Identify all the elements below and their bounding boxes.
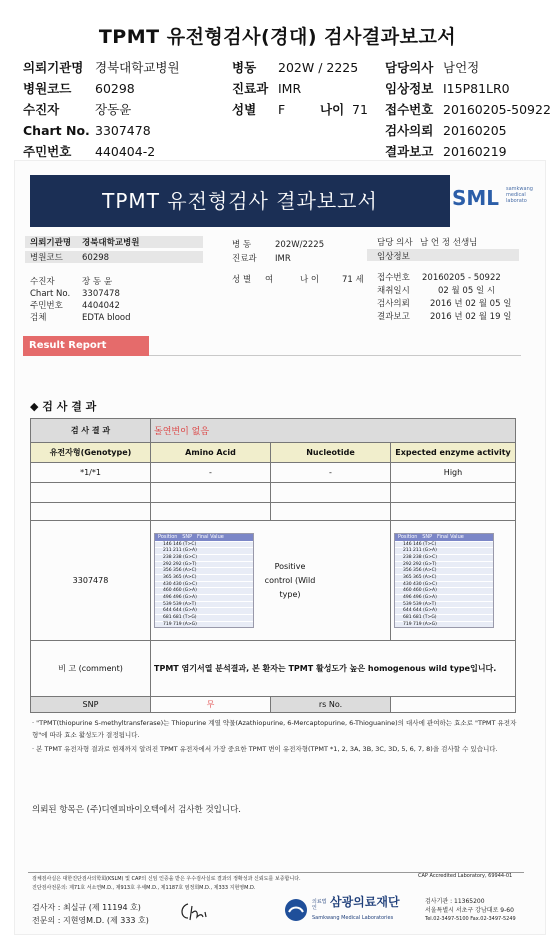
sex-label: 성 별 — [232, 275, 252, 285]
col-amino-acid: Amino Acid — [151, 443, 271, 463]
tester: 검사자 : 최실규 (제 11194 호) — [32, 903, 141, 912]
cell-amino-acid: - — [151, 463, 271, 483]
label: 수진자 — [23, 102, 60, 117]
col-enzyme: Expected enzyme activity — [391, 443, 516, 463]
age-value: 71 세 — [342, 275, 364, 285]
result-table — [30, 418, 516, 713]
info-label: Chart No. — [30, 289, 71, 299]
info-value: EDTA blood — [82, 313, 131, 323]
report-date-value: 2016 년 02 월 19 일 — [430, 312, 512, 322]
address-2: 서울특별시 서초구 강남대로 9-60 — [425, 907, 514, 914]
info-label: 검체 — [30, 313, 47, 323]
info-value: 60298 — [82, 253, 110, 263]
value: 남언정 — [443, 60, 480, 75]
draw-value: 02 월 05 일 시 — [438, 286, 496, 296]
value: I15P81LR0 — [443, 81, 510, 96]
meta-right — [385, 57, 551, 162]
control-snp-cell — [391, 521, 516, 641]
report-banner: TPMT 유전형검사 결과보고서 — [30, 175, 450, 227]
referral-note: 의뢰된 항목은 (주)디엔피바이오텍에서 검사한 것입니다. — [32, 805, 241, 815]
sml-logo: SML samkwang medical laborato — [452, 186, 533, 210]
address-3: Tel.02-3497-5100 Fax.02-3497-5249 — [425, 916, 516, 922]
info-value: 장 동 윤 — [82, 277, 113, 287]
value: 3307478 — [95, 123, 151, 138]
specialist: 전문의 : 지현영M.D. (제 333 호) — [32, 916, 149, 925]
receipt-value: 20160205 - 50922 — [422, 273, 501, 283]
sex-value: 여 — [265, 275, 274, 285]
table-row — [31, 483, 516, 503]
label: 의뢰기관명 — [23, 60, 84, 75]
comment-row — [31, 641, 516, 697]
label: 임상정보 — [385, 81, 434, 96]
result-label: 검 사 결 과 — [31, 419, 151, 443]
age-label: 나이 — [320, 102, 345, 117]
age-label: 나 이 — [300, 275, 320, 285]
info-label: 수진자 — [30, 277, 55, 287]
clinical-label: 임상정보 — [377, 252, 410, 262]
label: 진료과 — [232, 81, 269, 96]
label: 접수번호 — [385, 102, 434, 117]
accreditation-1: 검체검사실은 대한진단검사의학회(KSLM) 및 CAP의 신임 인증을 받은 우수검사실로 결과의 정확성과 신뢰도를 보증합니다. — [32, 876, 301, 882]
info-label: 의뢰기관명 — [30, 238, 72, 248]
ward-value: 202W/2225 — [275, 240, 325, 250]
col-genotype: 유전자형(Genotype) — [31, 443, 151, 463]
value: 20160219 — [443, 144, 507, 159]
doctor-value: 남 언 정 선생님 — [420, 238, 478, 248]
result-report-tab: Result Report — [23, 336, 149, 356]
cap-accreditation: CAP Accredited Laboratory, 69944-01 — [418, 873, 513, 879]
samkwang-logo-icon — [283, 897, 309, 923]
info-label: 병원코드 — [30, 253, 63, 263]
table-header — [31, 443, 516, 463]
signature-icon — [178, 900, 212, 922]
cell-genotype: *1/*1 — [31, 463, 151, 483]
value: 20160205-50922 — [443, 102, 551, 117]
comment-text: TPMT 염기서열 분석결과, 본 환자는 TPMT 활성도가 높은 homogenous wild type입니다. — [151, 641, 516, 697]
note-1: · "TPMT(thiopurine S-methyltransferase)는 Thiopurine 계열 약물(Azathiopurine, 6-Mercaptopurine, 6-Thioguanine)의 대사에 관여하는 효소로 "TPMT 유전자형"에 따라 효소 활성도가 결정됩니다. — [32, 719, 517, 739]
sample-snp-cell — [151, 521, 391, 641]
value: 장동윤 — [95, 102, 132, 117]
accreditation-2: 진단검사전문의: 제71호 서소연M.D., 제913호 우세M.D., 제1187호 염정희M.D., 제333 지현영M.D. — [32, 885, 256, 891]
value: 440404-2 — [95, 144, 156, 159]
age-value: 71 — [352, 102, 368, 117]
col-nucleotide: Nucleotide — [271, 443, 391, 463]
result-value: 돌연변이 없음 — [151, 419, 516, 443]
table-row — [31, 419, 516, 443]
snp-row — [31, 521, 516, 641]
comment-label: 비 고 (comment) — [31, 641, 151, 697]
control-label: Positive control (Wild type) — [264, 561, 316, 599]
info-label: 주민번호 — [30, 301, 63, 311]
info-value: 3307478 — [82, 289, 120, 299]
receipt-label: 접수번호 — [377, 273, 410, 283]
value: IMR — [278, 81, 302, 96]
label: 주민번호 — [23, 144, 72, 159]
meta-mid — [232, 57, 368, 120]
cell-nucleotide: - — [271, 463, 391, 483]
label: 병원코드 — [23, 81, 72, 96]
table-row — [31, 463, 516, 483]
value: 202W / 2225 — [278, 60, 359, 75]
label: Chart No. — [23, 123, 90, 138]
rs-label: rs No. — [271, 697, 391, 713]
label: 병동 — [232, 60, 257, 75]
meta-left — [23, 57, 180, 162]
draw-label: 채취일시 — [377, 286, 410, 296]
snp-summary-row — [31, 697, 516, 713]
control-snp-table: Position SNP Final Value 146 146 (T>C) 211 211 (G>A) 238 238 (G>C) 292 292 (G>T) 356 356 (A>C) 365 365 (A>C) 430 430 (G>C) 460 460 (G>A) 496 496 (G>A) 539 539 (A>T) 644 644 (G>A) 681 681 (T>G) 719 719 (A>G) — [394, 533, 494, 629]
info-value: 4404042 — [82, 301, 120, 311]
snp-value: 무 — [151, 697, 271, 713]
request-value: 2016 년 02 월 05 일 — [430, 299, 512, 309]
value: F — [278, 102, 286, 117]
request-label: 검사의뢰 — [377, 299, 410, 309]
label: 결과보고 — [385, 144, 434, 159]
dept-value: IMR — [275, 254, 291, 264]
ward-label: 병 동 — [232, 240, 252, 250]
sample-id: 3307478 — [31, 521, 151, 641]
page-title: TPMT 유전형검사(경대) 검사결과보고서 — [98, 26, 457, 48]
org-subname: Samkwang Medical Laboratories — [312, 915, 394, 921]
doctor-label: 담당 의사 — [377, 238, 413, 248]
org-tag: 의료법인 — [312, 899, 327, 911]
address-1: 검사기관 : 11365200 — [425, 898, 485, 905]
label: 성별 — [232, 102, 257, 117]
sample-snp-table: Position SNP Final Value 146 146 (T>C) 211 211 (G>A) 238 238 (G>C) 292 292 (G>T) 356 356 (A>C) 365 365 (A>C) 430 430 (G>C) 460 460 (G>A) 496 496 (G>A) 539 539 (A>T) 644 644 (G>A) 681 681 (T>G) 719 719 (A>G) — [154, 533, 254, 629]
section-title: ◆ 검 사 결 과 — [30, 400, 97, 413]
value: 60298 — [95, 81, 135, 96]
divider — [149, 355, 521, 356]
note-2: · 본 TPMT 유전자형 결과로 현재까지 알려진 TPMT 유전자에서 가장 중요한 TPMT 변이 유전자형(TPMT *1, 2, 3A, 3B, 3C, 3D, 5, 6, 7, 8)을 검사할 수 있습니다. — [32, 745, 498, 753]
dept-label: 진료과 — [232, 254, 257, 264]
cell-enzyme: High — [391, 463, 516, 483]
org-name: 삼광의료재단 — [330, 895, 400, 909]
value: 20160205 — [443, 123, 507, 138]
label: 검사의뢰 — [385, 123, 434, 138]
label: 담당의사 — [385, 60, 434, 75]
table-row — [31, 503, 516, 521]
report-date-label: 결과보고 — [377, 312, 410, 322]
info-value: 경북대학교병원 — [82, 238, 140, 248]
value: 경북대학교병원 — [95, 60, 180, 75]
snp-label: SNP — [31, 697, 151, 713]
